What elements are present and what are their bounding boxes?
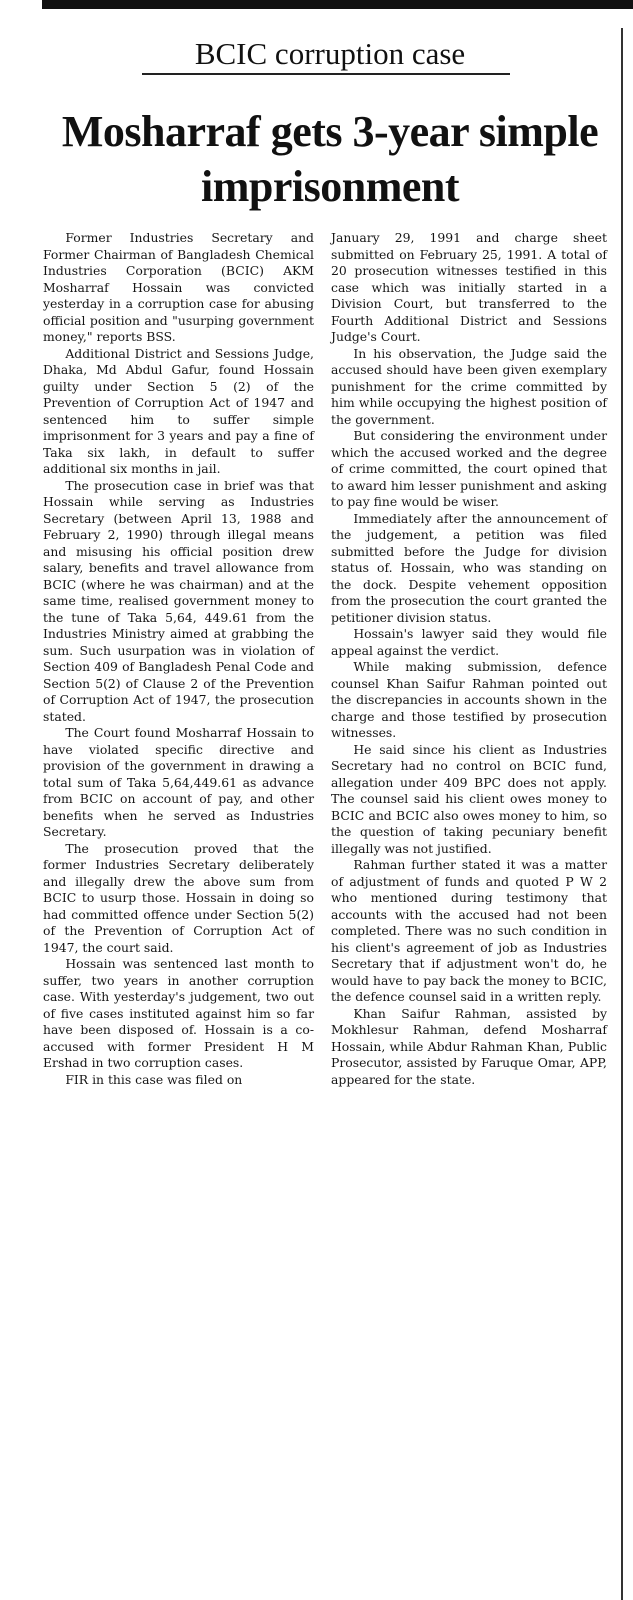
kicker-underline [142, 73, 510, 75]
article-column-left [43, 230, 314, 1088]
article-paragraph: Khan Saifur Rahman, assisted by Mokhlesur Rahman, defend Mosharraf Hossain, while Abdur Rahman Khan, Public Prosecutor, assisted by Faruque Omar, APP, appeared for the state. [331, 1005, 607, 1087]
article-paragraph: The prosecution proved that the former Industries Secretary deliberately and illegally drew the above sum from BCIC to usurp those. Hossain in doing so had committed offence under Section 5(2) of the Prevention of Corruption Act of 1947, the court said. [43, 840, 314, 955]
article-paragraph: While making submission, defence counsel Khan Saifur Rahman pointed out the discrepancies in accounts shown in the charge and those testified by prosecution witnesses. [331, 659, 607, 740]
article-paragraph: Additional District and Sessions Judge, Dhaka, Md Abdul Gafur, found Hossain guilty under Section 5 (2) of the Prevention of Corruption Act of 1947 and sentenced him to suffer simple imprisonment for 3 years and pay a fine of Taka six lakh, in default to suffer additional six months in jail. [43, 345, 314, 476]
article-paragraph: In his observation, the Judge said the accused should have been given exemplary punishment for the crime committed by him while occupying the highest position of the government. [331, 345, 607, 427]
article-paragraph: Immediately after the announcement of the judgement, a petition was filed submitted before the Judge for division status of. Hossain, who was standing on the dock. Despite vehement opposition from the prosecution the court granted the petitioner division status. [331, 510, 607, 625]
article-paragraph: He said since his client as Industries Secretary had no control on BCIC fund, allegation under 409 BPC does not apply. The counsel said his client owes money to BCIC and BCIC also owes money to him, so the question of taking pecuniary benefit illegally was not justified. [331, 741, 607, 856]
article-paragraph: Hossain was sentenced last month to suffer, two years in another corruption case. With yesterday's judgement, two out of five cases instituted against him so far have been disposed of. Hossain is a co-accused with former President H M Ershad in two corruption cases. [43, 956, 314, 1070]
article-paragraph: January 29, 1991 and charge sheet submitted on February 25, 1991. A total of 20 prosecution witnesses testified in this case which was initially started in a Division Court, but transferred to the Fourth Additional District and Sessions Judge's Court. [331, 230, 607, 344]
kicker-title: BCIC corruption case [194, 36, 466, 71]
article-paragraph: But considering the environment under which the accused worked and the degree of crime committed, the court opined that to award him lesser punishment and asking to pay fine would be wiser. [331, 428, 607, 509]
top-border-bar [42, 0, 633, 9]
article-paragraph: Rahman further stated it was a matter of adjustment of funds and quoted P W 2 who mentioned during testimony that accounts with the accused had not been completed. There was no such condition in his client's agreement of job as Industries Secretary that if adjustment won't do, he would have to pay back the money to BCIC, the defence counsel said in a written reply. [331, 857, 607, 1004]
article-paragraph: The prosecution case in brief was that Hossain while serving as Industries Secretary (between April 13, 1988 and February 2, 1990) through illegal means and misusing his official position drew salary, benefits and travel allowance from BCIC (where he was chairman) and at the same time, realised government money to the tune of Taka 5,64, 449.61 from the Industries Ministry aimed at grabbing the sum. Such usurpation was in violation of Section 409 of Bangladesh Penal Code and Section 5(2) of Clause 2 of the Prevention of Corruption Act of 1947, the prosecution stated. [43, 477, 314, 724]
article-paragraph: The Court found Mosharraf Hossain to have violated specific directive and provision of the government in drawing a total sum of Taka 5,64,449.61 as advance from BCIC on account of pay, and other benefits when he served as Industries Secretary. [43, 725, 314, 839]
article-paragraph: Hossain's lawyer said they would file appeal against the verdict. [331, 626, 607, 658]
article-paragraph: FIR in this case was filed on [65, 1071, 243, 1087]
article-column-right [331, 230, 607, 1088]
headline: Mosharraf gets 3-year simple imprisonment [61, 107, 599, 211]
column-rule [621, 28, 623, 1600]
article-paragraph: Former Industries Secretary and Former Chairman of Bangladesh Chemical Industries Corporation (BCIC) AKM Mosharraf Hossain was convicted yesterday in a corruption case for abusing official position and "usurping government money," reports BSS. [43, 230, 314, 344]
